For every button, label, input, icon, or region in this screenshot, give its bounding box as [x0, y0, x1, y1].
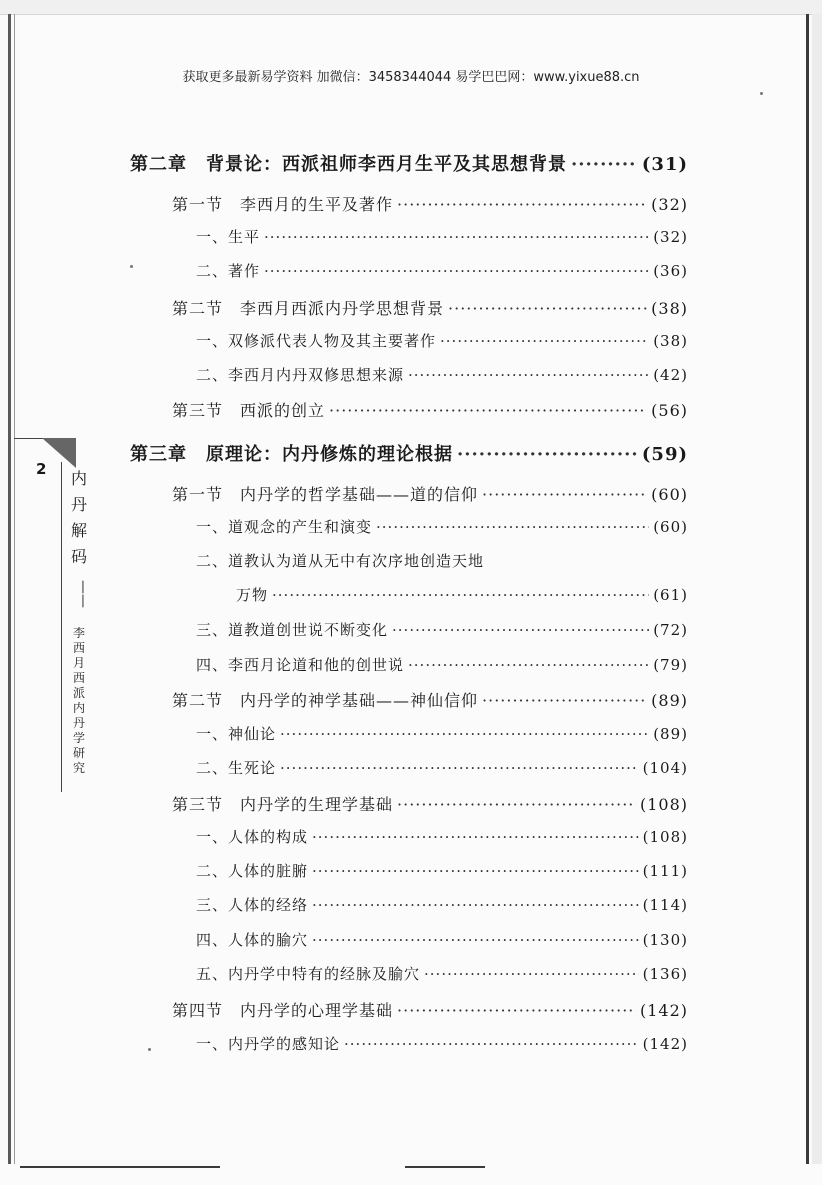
toc-leader-dots: [392, 621, 649, 639]
toc-leader-dots: [482, 691, 647, 710]
page-right-margin: [812, 14, 822, 1164]
toc-section: [172, 688, 688, 711]
toc-entry-title: 二、道教认为道从无中有次序地创造天地: [196, 552, 485, 570]
toc-page-number: (42): [653, 366, 688, 384]
toc-page-number: (72): [653, 621, 688, 639]
book-subtitle-vertical: 李西月西派内丹学研究: [72, 626, 85, 775]
toc-item: [196, 860, 688, 881]
toc-entry-title: 第一节 李西月的生平及著作: [172, 195, 394, 214]
toc-entry-title: 二、生死论: [196, 759, 277, 777]
toc-page-number: (111): [642, 862, 688, 880]
toc-leader-dots: [312, 862, 639, 880]
toc-entry-title: 第二节 李西月西派内丹学思想背景: [172, 299, 445, 318]
viewer-top-strip: [0, 0, 822, 15]
toc-entry-title: 四、人体的腧穴: [196, 931, 309, 949]
toc-entry-title: 第一节 内丹学的哲学基础——道的信仰: [172, 485, 479, 504]
toc-leader-dots: [280, 759, 639, 777]
toc-chapter: [130, 440, 688, 466]
toc-page-number: (59): [641, 444, 688, 465]
toc-entry-title: 第三章 原理论：内丹修炼的理论根据: [130, 444, 453, 465]
toc-page-number: (31): [641, 154, 688, 175]
toc-leader-dots: [482, 485, 647, 504]
toc-leader-dots: [312, 896, 639, 914]
toc-section: [172, 998, 688, 1021]
toc-leader-dots: [312, 828, 639, 846]
toc-item: [196, 963, 688, 984]
toc-leader-dots: [424, 965, 639, 983]
toc-leader-dots: [264, 262, 649, 280]
toc-leader-dots: [376, 518, 649, 536]
toc-item: [196, 260, 688, 281]
toc-entry-title: 第四节 内丹学的心理学基础: [172, 1001, 394, 1020]
toc-item: [196, 550, 484, 571]
toc-leader-dots: [264, 228, 649, 246]
scan-speck: [760, 92, 763, 95]
toc-chapter: [130, 150, 688, 176]
toc-entry-title: 一、人体的构成: [196, 828, 309, 846]
toc-item: [196, 929, 688, 950]
toc-item: [196, 826, 688, 847]
side-tab: [14, 438, 94, 788]
toc-leader-dots: [571, 154, 638, 175]
side-tab-vertical-rule: [61, 462, 62, 792]
toc-leader-dots: [312, 931, 639, 949]
toc-entry-title: 三、道教道创世说不断变化: [196, 621, 389, 639]
toc-leader-dots: [408, 366, 649, 384]
toc-page-number: (38): [653, 332, 688, 350]
toc-leader-dots: [397, 795, 636, 814]
book-title-vertical: 内丹解码: [70, 469, 87, 566]
page-number: 2: [36, 460, 47, 478]
toc-section: [172, 792, 688, 815]
toc-page-number: (104): [642, 759, 688, 777]
toc-entry-title: 二、李西月内丹双修思想来源: [196, 366, 405, 384]
toc-entry-title: 一、道观念的产生和演变: [196, 518, 373, 536]
toc-item: [196, 654, 688, 675]
toc-entry-title: 四、李西月论道和他的创世说: [196, 656, 405, 674]
toc-page-number: (32): [653, 228, 688, 246]
toc-section: [172, 192, 688, 215]
toc-item: [196, 757, 688, 778]
toc-leader-dots: [397, 195, 647, 214]
toc-entry-title: 一、生平: [196, 228, 261, 246]
scan-speck: [148, 1048, 151, 1051]
toc-item: [196, 516, 688, 537]
toc-page-number: (79): [653, 656, 688, 674]
toc-page-number: (114): [642, 896, 688, 914]
toc-item: [196, 330, 688, 351]
toc-leader-dots: [272, 586, 649, 604]
title-dash: ——: [75, 580, 91, 608]
toc-leader-dots: [344, 1035, 639, 1053]
toc-entry-title: 第二章 背景论：西派祖师李西月生平及其思想背景: [130, 154, 567, 175]
toc-leader-dots: [280, 725, 649, 743]
page-left-border: [8, 14, 11, 1164]
toc-item: [196, 723, 688, 744]
scan-bottom-line: [405, 1166, 485, 1168]
toc-entry-title: 一、双修派代表人物及其主要著作: [196, 332, 437, 350]
corner-triangle: [42, 438, 76, 468]
scan-speck: [130, 265, 133, 268]
toc-page-number: (108): [642, 828, 688, 846]
toc-page-number: (89): [653, 725, 688, 743]
toc-entry-title: 第三节 西派的创立: [172, 401, 326, 420]
toc-page-number: (36): [653, 262, 688, 280]
watermark-text: 获取更多最新易学资料 加微信：3458344044 易学巴巴网：www.yixue88.cn: [182, 70, 640, 85]
toc-item: [196, 894, 688, 915]
toc-page-number: (38): [651, 299, 688, 318]
toc-section: [172, 398, 688, 421]
toc-entry-title: 五、内丹学中特有的经脉及腧穴: [196, 965, 421, 983]
toc-page-number: (61): [653, 586, 688, 604]
toc-page-number: (142): [639, 1001, 688, 1020]
toc-entry-title: 一、神仙论: [196, 725, 277, 743]
page-right-border: [806, 14, 809, 1164]
toc-entry-title: 第二节 内丹学的神学基础——神仙信仰: [172, 691, 479, 710]
toc-item: [236, 584, 688, 605]
toc-leader-dots: [448, 299, 647, 318]
toc-page-number: (136): [642, 965, 688, 983]
toc-page-number: (60): [651, 485, 688, 504]
toc-leader-dots: [457, 444, 638, 465]
toc-page-number: (108): [639, 795, 688, 814]
toc-page-number: (130): [642, 931, 688, 949]
toc-page-number: (89): [651, 691, 688, 710]
toc-leader-dots: [440, 332, 649, 350]
scan-bottom-line: [20, 1166, 220, 1168]
toc-item: [196, 364, 688, 385]
toc-page-number: (32): [651, 195, 688, 214]
toc-page-number: (142): [642, 1035, 688, 1053]
toc-leader-dots: [408, 656, 649, 674]
toc-entry-title: 万物: [236, 586, 269, 604]
toc-entry-title: 二、著作: [196, 262, 261, 280]
toc-section: [172, 296, 688, 319]
toc-page-number: (60): [653, 518, 688, 536]
toc-item: [196, 619, 688, 640]
toc-section: [172, 482, 688, 505]
toc-entry-title: 二、人体的脏腑: [196, 862, 309, 880]
toc-page-number: (56): [651, 401, 688, 420]
toc-item: [196, 1033, 688, 1054]
toc-entry-title: 一、内丹学的感知论: [196, 1035, 341, 1053]
toc-entry-title: 第三节 内丹学的生理学基础: [172, 795, 394, 814]
toc-leader-dots: [329, 401, 647, 420]
toc-leader-dots: [397, 1001, 636, 1020]
toc-item: [196, 226, 688, 247]
toc-entry-title: 三、人体的经络: [196, 896, 309, 914]
